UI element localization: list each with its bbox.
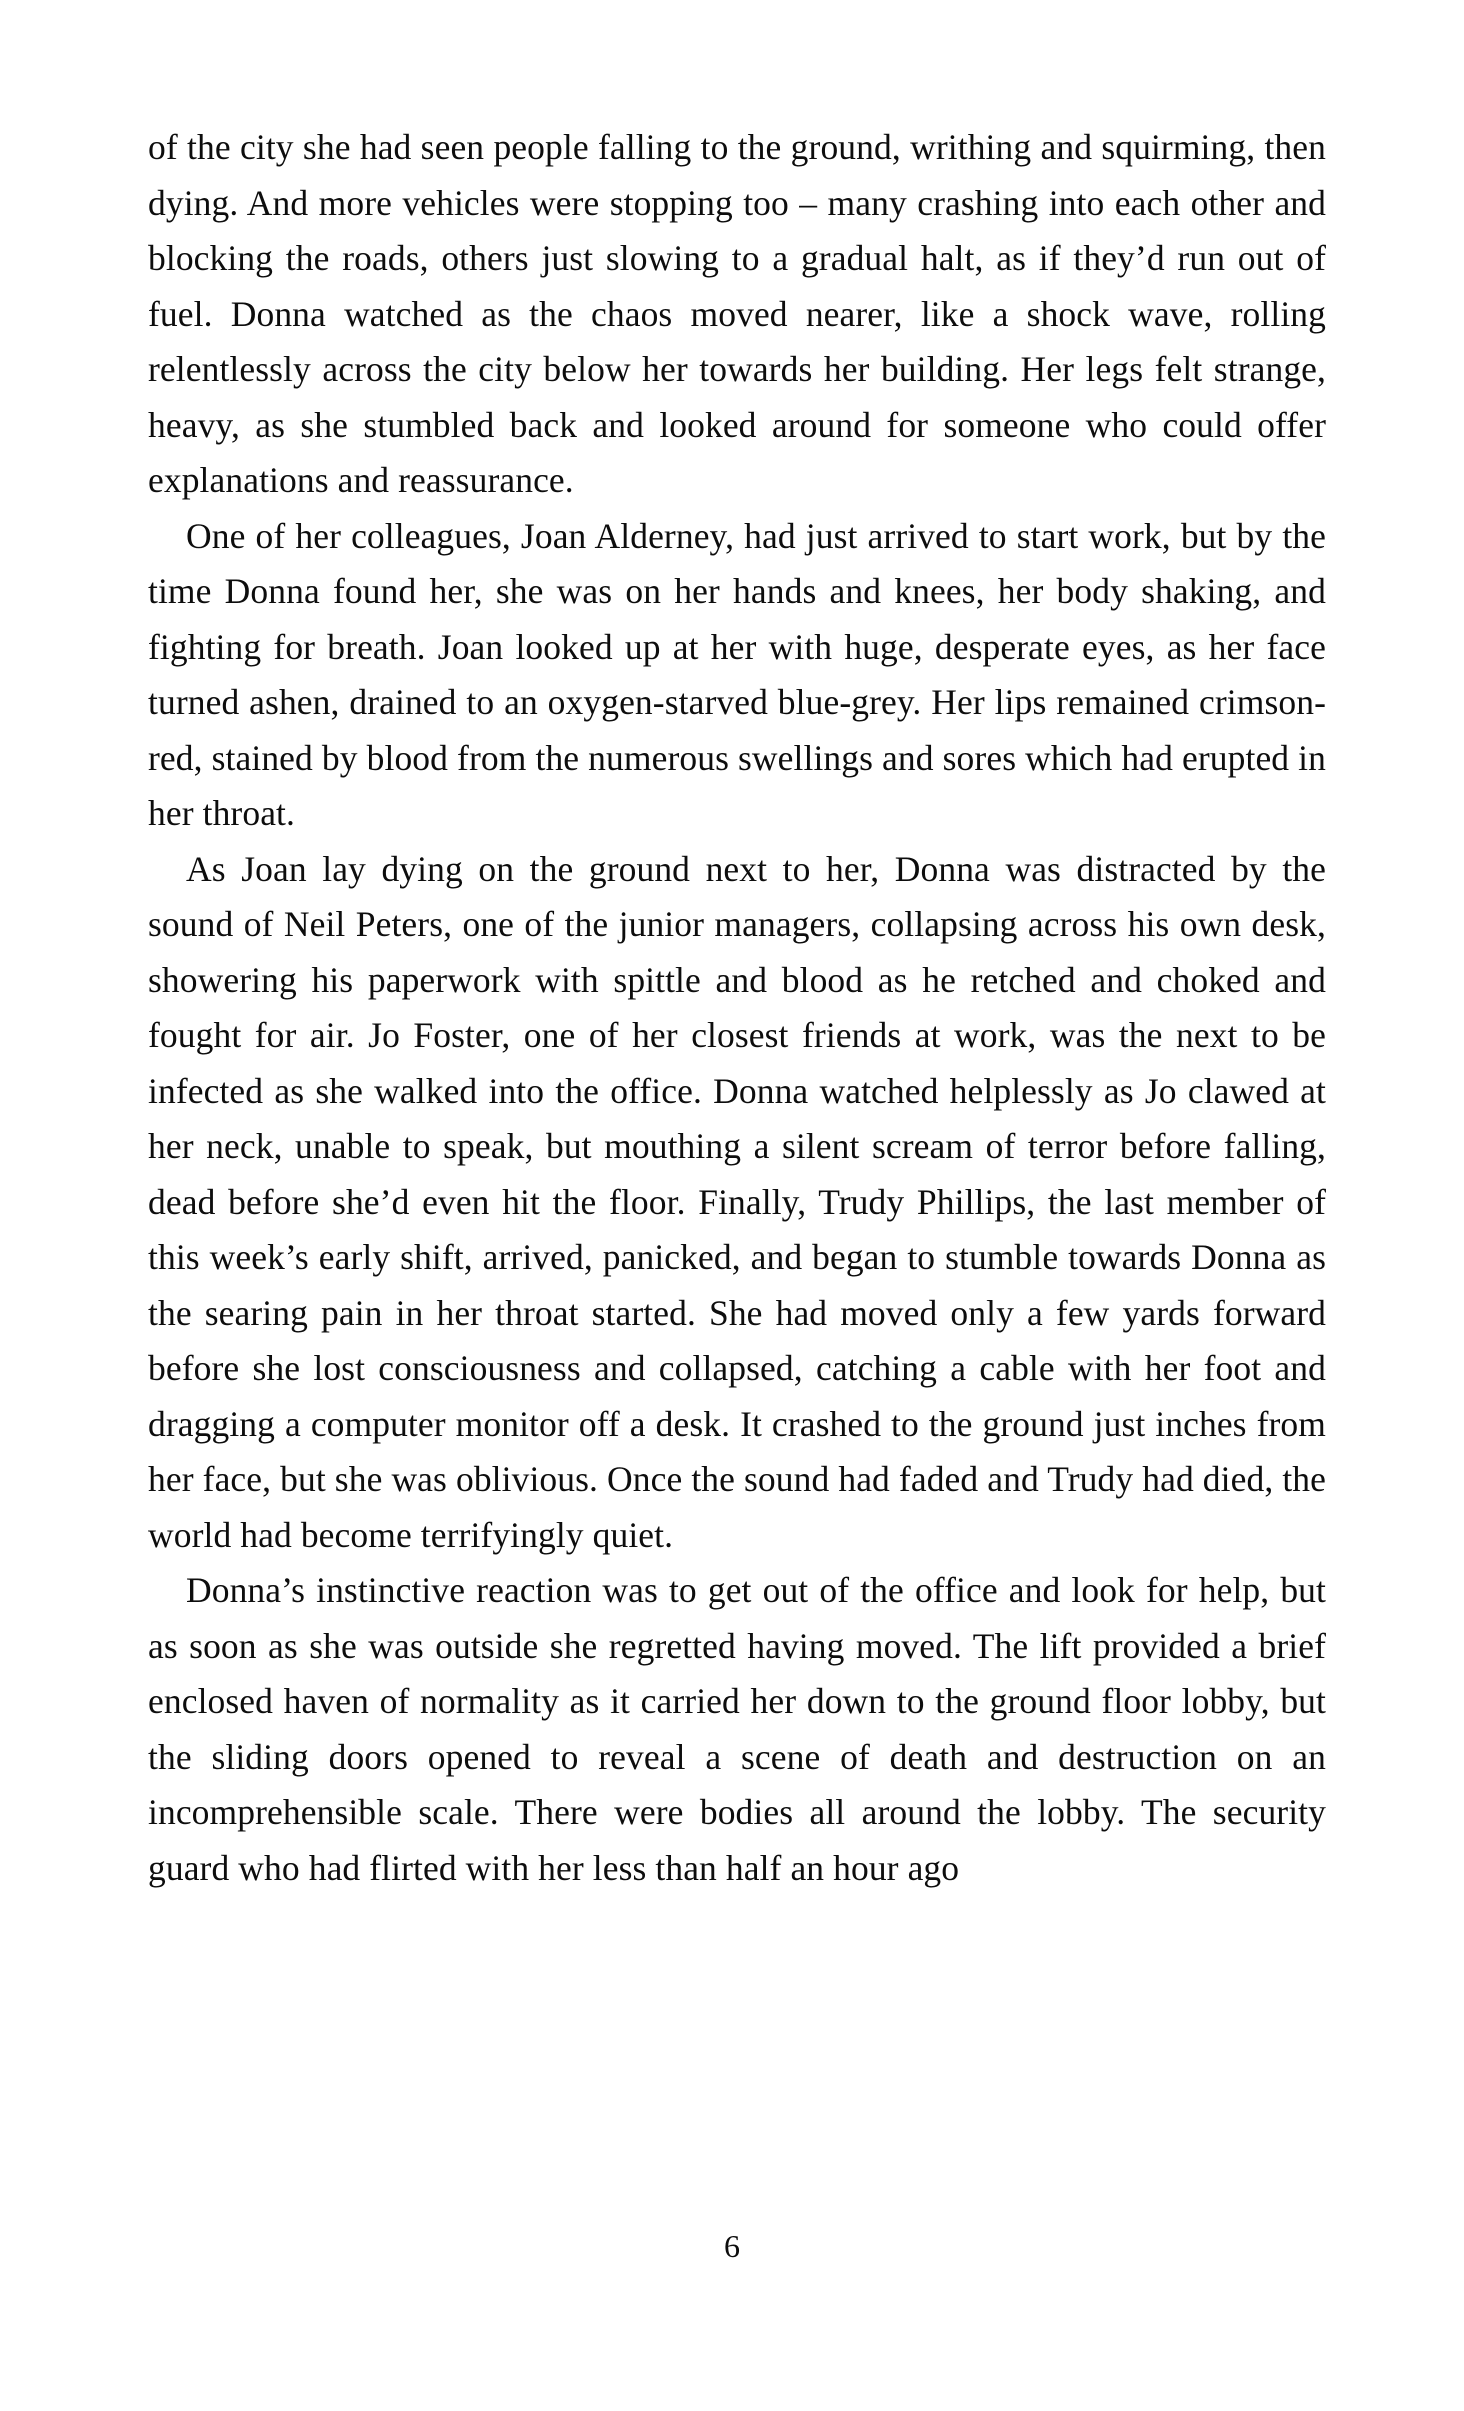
paragraph: One of her colleagues, Joan Alderney, had just arrived to start work, but by the time Donna found her, she was on her hands and knees, her body shaking, and fighting for breath. Joan looked up at her with huge, desperate eyes, as her face turned ashen, drained to an oxygen-starved blue-grey. Her lips remained crimson-red, stained by blood from the numerous swellings and sores which had erupted in her throat.	[148, 515, 1326, 833]
paragraph: As Joan lay dying on the ground next to her, Donna was distracted by the sound of Neil Peters, one of the junior managers, collapsing across his own desk, showering his paperwork with spittle and blood as he retched and choked and fought for air. Jo Foster, one of her closest friends at work, was the next to be infected as she walked into the office. Donna watched helplessly as Jo clawed at her neck, unable to speak, but mouthing a silent scream of terror before falling, dead before she’d even hit the floor. Finally, Trudy Phillips, the last member of this week’s early shift, arrived, panicked, and began to stumble towards Donna as the searing pain in her throat started. She had moved only a few yards forward before she lost consciousness and collapsed, catching a cable with her foot and dragging a computer monitor off a desk. It crashed to the ground just inches from her face, but she was oblivious. Once the sound had faded and Trudy had died, the world had become terrifyingly quiet.	[148, 848, 1326, 1555]
paragraph: of the city she had seen people falling to the ground, writhing and squirming, then dying. And more vehicles were stopping too – many crashing into each other and blocking the roads, others just slowing to a gradual halt, as if they’d run out of fuel. Donna watched as the chaos moved nearer, like a shock wave, rolling relentlessly across the city below her towards her building. Her legs felt strange, heavy, as she stumbled back and looked around for someone who could offer explanations and reassurance.	[148, 127, 1326, 500]
body-text-column	[148, 120, 1326, 1896]
paragraph: Donna’s instinctive reaction was to get out of the office and look for help, but as soon as she was outside she regretted having moved. The lift provided a brief enclosed haven of normality as it carried her down to the ground floor lobby, but the sliding doors opened to reveal a scene of death and destruction on an incomprehensible scale. There were bodies all around the lobby. The security guard who had flirted with her less than half an hour ago	[148, 1570, 1326, 1888]
page-number: 6	[724, 2228, 740, 2264]
